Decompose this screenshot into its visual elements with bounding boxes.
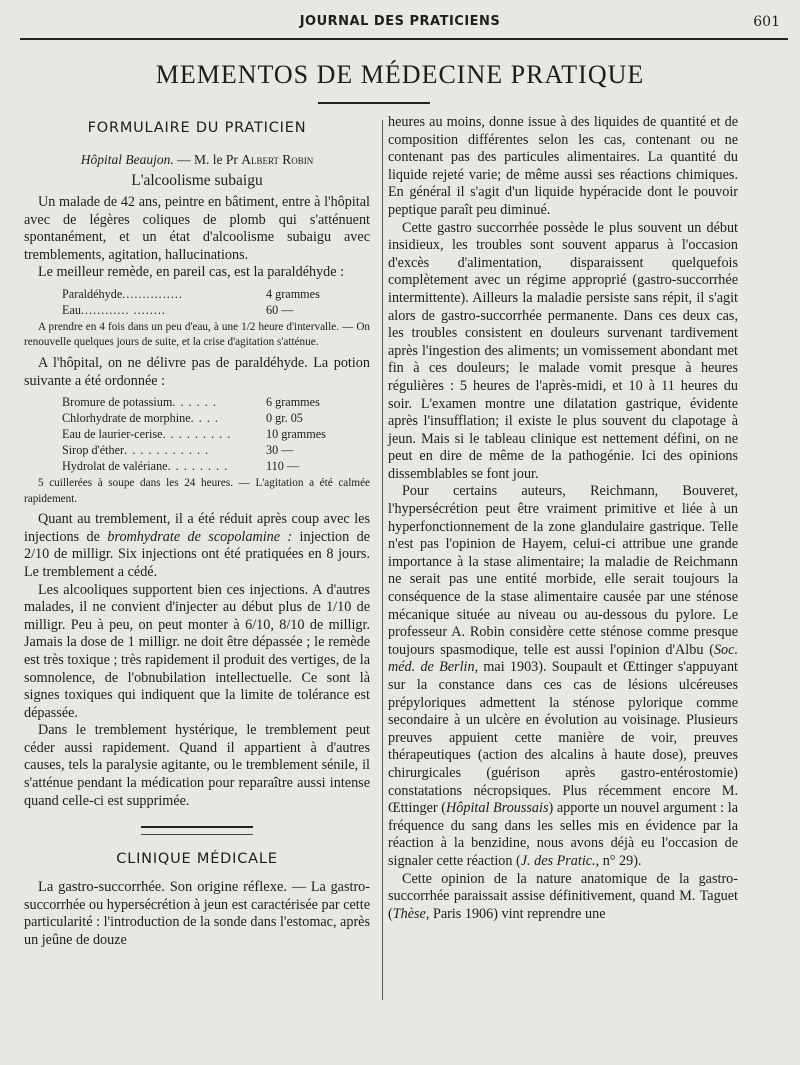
clinique-heading: CLINIQUE MÉDICALE	[116, 851, 278, 868]
drug-quantity: 10 grammes	[266, 427, 326, 442]
paragraph: A l'hôpital, on ne délivre pas de paraldéhyde. La potion suivante a été ordonnée :	[24, 354, 370, 389]
citation: Hôpital Broussais	[446, 800, 549, 817]
running-head	[20, 14, 780, 34]
prescription-line	[24, 286, 370, 302]
drug-quantity: 6 grammes	[266, 395, 320, 410]
paragraph	[24, 511, 370, 581]
paragraph-text: , n° 29).	[595, 852, 642, 869]
drug-quantity: 4 grammes	[266, 286, 320, 301]
section-ornament	[141, 826, 253, 835]
paragraph-text: Cette opinion de la nature anatomique de la gastro-succorrhée paraissait assise définitivement, quand M. Taguet (	[388, 870, 738, 922]
leader-dots: ............ ........	[80, 302, 166, 317]
prescription-line	[24, 394, 370, 410]
citation: Soc. méd. de Berlin	[388, 641, 738, 676]
left-column	[24, 112, 370, 950]
drug-quantity: 0 gr. 05	[266, 411, 303, 426]
drug-name: Paraldéhyde	[62, 286, 123, 301]
right-column	[388, 114, 738, 923]
author-credit	[24, 152, 370, 168]
citation: J. des Pratic.	[520, 852, 596, 869]
paragraph: heures au moins, donne issue à des liquides de quantité et de composition différentes selon les cas, contenant ou ne contenant pas des particules alimentaires. La quantité du liquide rejeté varie; de même aussi ses réactions chimiques. En général il s'agit d'un liquide hypéracide dont le pouvoir peptique paraît peu diminué.	[388, 114, 738, 218]
prescription-line	[24, 442, 370, 458]
prescription-note: A prendre en 4 fois dans un peu d'eau, à une 1/2 heure d'intervalle. — On renouvelle quelques jours de suite, et la crise d'agitation s'atténue.	[24, 320, 370, 349]
leader-dots: . . . . . . . .	[167, 459, 229, 474]
hospital-name: Hôpital Beaujon.	[80, 152, 174, 167]
leader-dots: . . . . . . . . . . .	[124, 443, 210, 458]
credit-prefix: — M. le Pr	[173, 152, 242, 167]
drug-name: Chlorhydrate de morphine	[62, 411, 191, 426]
prescription-paraldehyde	[24, 286, 370, 318]
drug-emphasis: bromhydrate de scopolamine :	[107, 528, 293, 545]
runin-heading: La gastro-succorrhée. Son origine réflexe.	[38, 879, 288, 896]
leader-dots: ...............	[122, 286, 183, 301]
paragraph	[388, 483, 738, 870]
prescription-line	[24, 458, 370, 474]
case-title: L'alcoolisme subaigu	[131, 172, 263, 189]
prescription-potion	[24, 394, 370, 474]
page-number: 601	[753, 14, 780, 30]
header-rule	[20, 38, 788, 40]
journal-title: JOURNAL DES PRATICIENS	[299, 14, 501, 29]
drug-name: Eau de laurier-cerise	[62, 427, 163, 442]
citation: Thèse	[392, 905, 426, 922]
prescription-note: 5 cuillerées à soupe dans les 24 heures. — L'agitation a été calmée rapidement.	[24, 477, 370, 505]
paragraph: Cette gastro succorrhée possède le plus souvent un début insidieux, les troubles sont souvent apparus à l'occasion d'excès d'alimentation, disparaissent quelquefois complètement avec un régime approprié (gastro-succorrhée intermittente). Ailleurs la maladie persiste sans répit, il s'agit alors de gastro-succorrhée permanente. Dans ces deux cas, les troubles consistent en douleurs survenant tardivement après l'ingestion des aliments; un vomissement abondant met fin à ces douleurs; le malade vomit presque à heures régulières : 5 heures de l'après-midi, et 10 à 11 heures du soir. L'examen montre une dilatation gastrique, évidente après l'insufflation; il existe le plus souvent du clapotage à jeun. Mais si le tableau clinique est nettement défini, on ne peut en dire de même de la pathogénie. Ici des opinions dissemblables se font jour.	[388, 219, 738, 482]
drug-name: Bromure de potassium	[62, 395, 173, 410]
prescription-line	[24, 426, 370, 442]
leader-dots: . . . .	[190, 411, 219, 426]
column-divider	[382, 120, 383, 1000]
drug-name: Sirop d'éther	[62, 443, 125, 458]
drug-quantity: 60 —	[266, 302, 294, 317]
paragraph: Le meilleur remède, en pareil cas, est la paraldéhyde :	[38, 264, 345, 281]
paragraph-text: injection de 2/10 de milligr. Six injections ont été pratiquées en 8 jours. Le tremblement a cédé.	[24, 528, 370, 580]
prescription-line	[24, 410, 370, 426]
drug-name: Eau	[62, 302, 81, 317]
formulaire-heading: FORMULAIRE DU PRATICIEN	[87, 120, 307, 136]
leader-dots: . . . . . . . . .	[162, 427, 232, 442]
title-rule	[318, 102, 430, 104]
paragraph: Un malade de 42 ans, peintre en bâtiment, entre à l'hôpital avec de légères coliques de plomb qui s'atténuent spontanément, et un état d'alcoolisme subaigu avec tremblements, agitation, hallucinations.	[24, 194, 370, 263]
author-name: Albert Robin	[241, 152, 314, 167]
paragraph-text: Quant au tremblement, il a été réduit après coup avec les injections de	[24, 511, 370, 545]
paragraph	[24, 879, 370, 949]
paragraph: Les alcooliques supportent bien ces injections. A d'autres malades, il ne convient d'injecter au début plus de 1/10 de milligr. Peu à peu, on peut monter à 6/10, 8/10 de milligr. Jamais la dose de 1 milligr. ne doit être dépassée ; le remède est très toxique ; très rapidement il produit des vertiges, de la somnolence, de l'obnubilation intellectuelle. Ce sont là signes toxiques qui indiquent que la limite de tolérance est dépassée.	[24, 581, 370, 721]
paragraph-text: , Paris 1906) vint reprendre une	[425, 905, 606, 922]
paragraph: Dans le tremblement hystérique, le tremblement peut céder aussi rapidement. Quand il appartient à d'autres causes, tels la paralysie agitante, ou le tremblement sénile, il s'atténue pendant la médication pour reparaître aussi intense quand celle-ci est supprimée.	[24, 722, 370, 809]
leader-dots: . . . . . .	[172, 395, 217, 410]
prescription-line	[24, 302, 370, 318]
paragraph	[388, 871, 738, 924]
paragraph-text: Pour certains auteurs, Reichmann, Bouveret, l'hypersécrétion peut être vraiment primitive et liée à un hyperfonctionnement de la zone glandulaire gastrique. Telle n'est pas l'opinion de Hayem, celui-ci attribue une grande importance à la stase alimentaire; la maladie de Reichmann ne serait pas une entité morbide, elle serait toujours la conséquence de la stase alimentaire causée par une sténose mécanique située au niveau ou au-dessous du pylore. Le professeur A. Robin considère cette sténose comme presque toujours spasmodique, telle est aussi l'opinion d'Albu (	[388, 483, 738, 658]
paragraph-text: , mai 1903). Soupault et Œttinger s'appuyant sur la constance dans ces cas de lésions ulcéreuses prépyloriques admettent la sténose pylorique comme secondaire à un ulcère en évolution au voisinage. Plusieurs preuves appuient cette manière de voir, preuves thérapeutiques (action des alcalins à haute dose), preuves chirurgicales (guérison après gastro-entérostomie) constatations nécropsiques. Plus récemment encore M. Œttinger (	[388, 659, 738, 817]
section-title: MEMENTOS DE MÉDECINE PRATIQUE	[155, 60, 645, 89]
paragraph-text: — La gastro-succorrhée ou hypersécrétion à jeun est caractérisée par cette particularité : l'introduction de la sonde dans l'estomac, après un jeûne de douze	[24, 879, 370, 949]
drug-quantity: 30 —	[266, 443, 294, 458]
drug-name: Hydrolat de valériane	[62, 459, 168, 474]
drug-quantity: 110 —	[266, 459, 300, 474]
paragraph-text: ) apporte un nouvel argument : la fréquence du sang dans les selles mis en évidence par la réaction à la benzidine, nous avons déjà eu l'occasion de signaler cette réaction (	[388, 800, 738, 869]
